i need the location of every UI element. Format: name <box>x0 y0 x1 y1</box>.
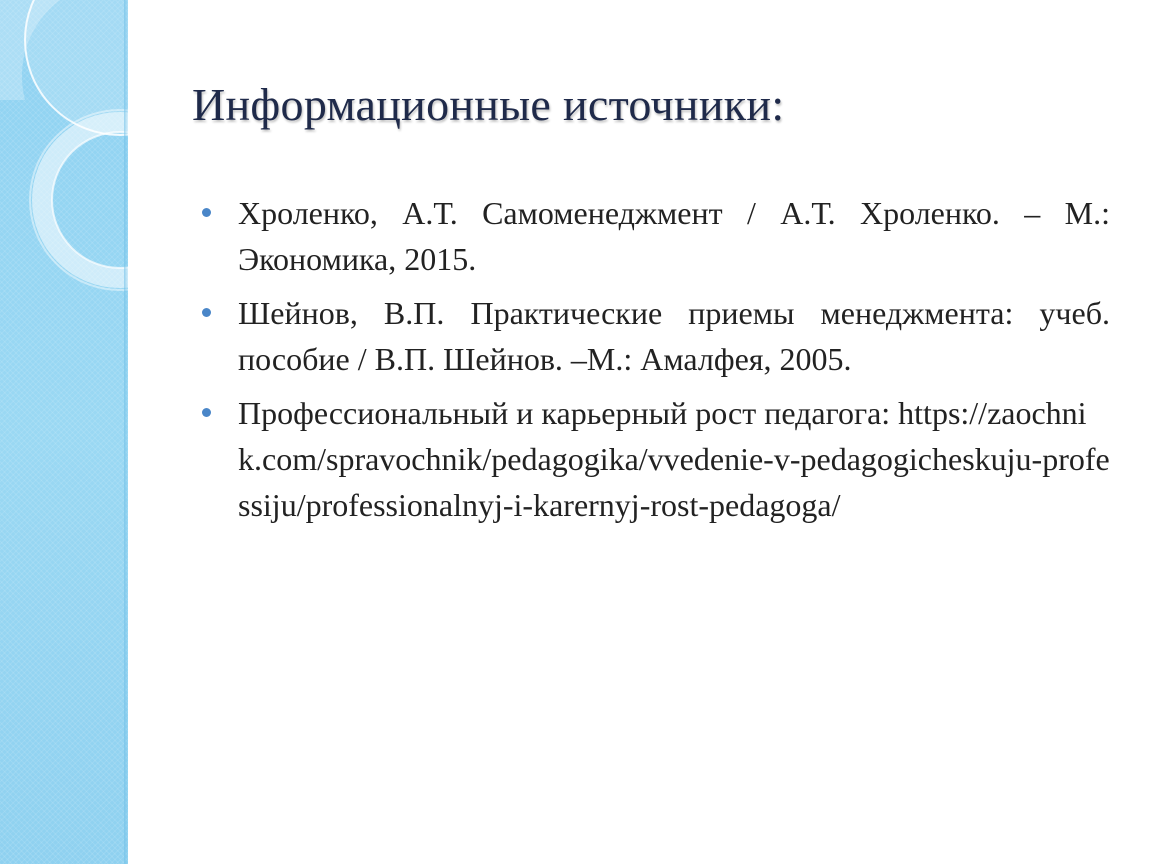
bullet-dot-icon <box>202 408 211 417</box>
list-item <box>200 290 1110 382</box>
source-text: Шейнов, В.П. Практические приемы менеджмента: учеб. пособие / В.П. Шейнов. –М.: Амалфея, 2005. <box>238 295 1110 377</box>
sources-list <box>200 190 1110 536</box>
slide-title: Информационные источники: <box>192 79 785 130</box>
side-band-edge <box>124 0 128 864</box>
bullet-dot-icon <box>202 308 211 317</box>
source-text: Хроленко, А.Т. Самоменеджмент / А.Т. Хроленко. – М.: Экономика, 2015. <box>238 195 1110 277</box>
source-text: Профессиональный и карьерный рост педагога: <box>238 395 891 431</box>
decorative-circles-graphic <box>0 0 128 864</box>
decorative-side-band <box>0 0 128 864</box>
list-item <box>200 390 1110 528</box>
list-item <box>200 190 1110 282</box>
bullet-dot-icon <box>202 208 211 217</box>
source-url-link[interactable]: https://zaochnik.com/spravochnik/pedagogika/vvedenie-v-pedagogicheskuju-professiju/professionalnyj-i-karernyj-rost-pedagoga/ <box>238 395 1110 523</box>
